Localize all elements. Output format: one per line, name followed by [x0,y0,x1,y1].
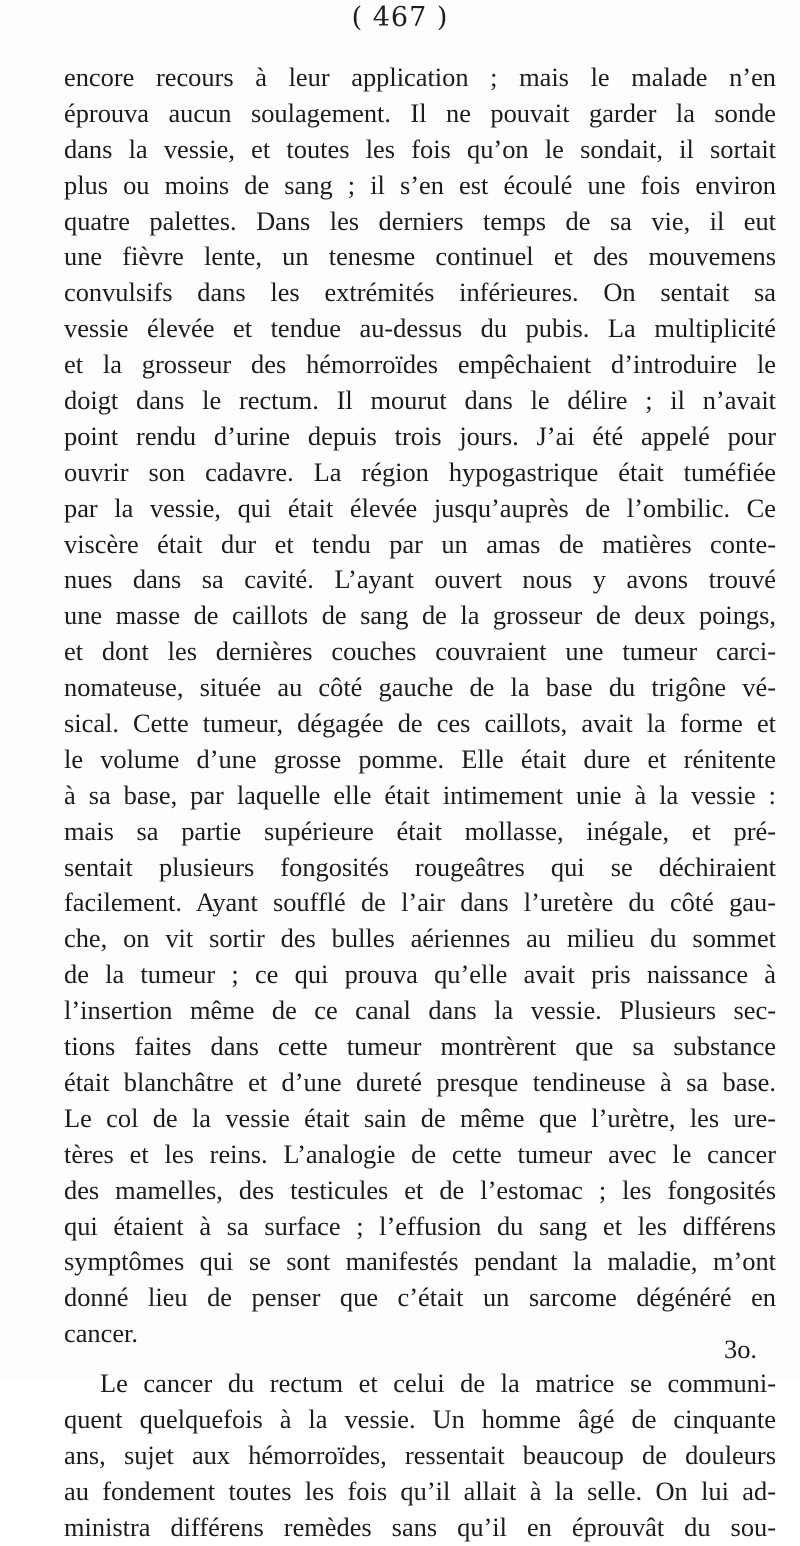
text-line: une fièvre lente, un tenesme continuel et des mouvemens [64,241,776,272]
text-line: et dont les dernières couches couvraient une tumeur carci- [64,636,776,667]
text-line: doigt dans le rectum. Il mourut dans le délire ; il n’avait [64,385,776,416]
text-line: l’insertion même de ce canal dans la vessie. Plusieurs sec- [64,995,776,1026]
text-line: éprouva aucun soulagement. Il ne pouvait garder la sonde [64,97,776,128]
body-text [64,60,776,1546]
text-line: tères et les reins. L’analogie de cette tumeur avec le cancer [64,1138,776,1169]
text-line: Le cancer du rectum et celui de la matrice se communi- [100,1368,776,1399]
text-line: quatre palettes. Dans les derniers temps de sa vie, il eut [64,205,776,236]
text-line: dans la vessie, et toutes les fois qu’on le sondait, il sortait [64,133,776,164]
paragraph-1 [64,60,776,1352]
text-line: cancer. [64,1318,138,1349]
text-line: convulsifs dans les extrémités inférieures. On sentait sa [64,277,776,308]
text-line: une masse de caillots de sang de la grosseur de deux poings, [64,600,776,631]
text-line: était blanchâtre et d’une dureté presque tendineuse à sa base. [64,1066,776,1097]
signature-mark: 3o. [724,1334,757,1364]
text-line: qui étaient à sa surface ; l’effusion du sang et les différens [64,1210,776,1241]
text-line: mais sa partie supérieure était mollasse, inégale, et pré- [64,815,776,846]
text-line: par la vessie, qui était élevée jusqu’auprès de l’ombilic. Ce [64,492,776,523]
text-line: vessie élevée et tendue au-dessus du pubis. La multiplicité [64,313,776,344]
text-line: Le col de la vessie était sain de même que l’urètre, les ure- [64,1102,776,1133]
page-number: ( 467 ) [351,2,449,33]
text-line: ouvrir son cadavre. La région hypogastrique était tuméfiée [64,456,776,487]
text-line: et la grosseur des hémorroïdes empêchaient d’introduire le [64,349,776,380]
text-line: tions faites dans cette tumeur montrèrent que sa substance [64,1031,776,1062]
text-line: sical. Cette tumeur, dégagée de ces caillots, avait la forme et [64,708,776,739]
text-line: encore recours à leur application ; mais le malade n’en [64,62,776,92]
text-line: à sa base, par laquelle elle était intimement unie à la vessie : [64,779,776,810]
text-line: symptômes qui se sont manifestés pendant la maladie, m’ont [64,1246,776,1277]
text-line: ministra différens remèdes sans qu’il en éprouvât du sou- [64,1511,776,1542]
text-line: facilement. Ayant soufflé de l’air dans l’uretère du côté gau- [64,887,776,918]
text-line: sentait plusieurs fongosités rougeâtres qui se déchiraient [64,851,776,882]
text-line: donné lieu de penser que c’était un sarcome dégénéré en [64,1282,776,1313]
text-line: viscère était dur et tendu par un amas de matières conte- [64,528,776,559]
text-line: des mamelles, des testicules et de l’estomac ; les fongosités [64,1174,776,1205]
text-line: point rendu d’urine depuis trois jours. J’ai été appelé pour [64,420,776,451]
paragraph-2 [64,1366,776,1545]
text-line: de la tumeur ; ce qui prouva qu’elle avait pris naissance à [64,959,776,990]
text-line: che, on vit sortir des bulles aériennes au milieu du sommet [64,923,776,954]
text-line: le volume d’une grosse pomme. Elle était dure et rénitente [64,743,776,774]
text-line: plus ou moins de sang ; il s’en est écoulé une fois environ [64,169,776,200]
text-line: nomateuse, située au côté gauche de la base du trigône vé- [64,672,776,703]
text-line: nues dans sa cavité. L’ayant ouvert nous y avons trouvé [64,564,776,595]
text-line: ans, sujet aux hémorroïdes, ressentait beaucoup de douleurs [64,1439,776,1470]
text-line: quent quelquefois à la vessie. Un homme âgé de cinquante [64,1403,776,1434]
paragraph-gap [64,1352,776,1366]
text-line: au fondement toutes les fois qu’il allait à la selle. On lui ad- [64,1475,776,1506]
